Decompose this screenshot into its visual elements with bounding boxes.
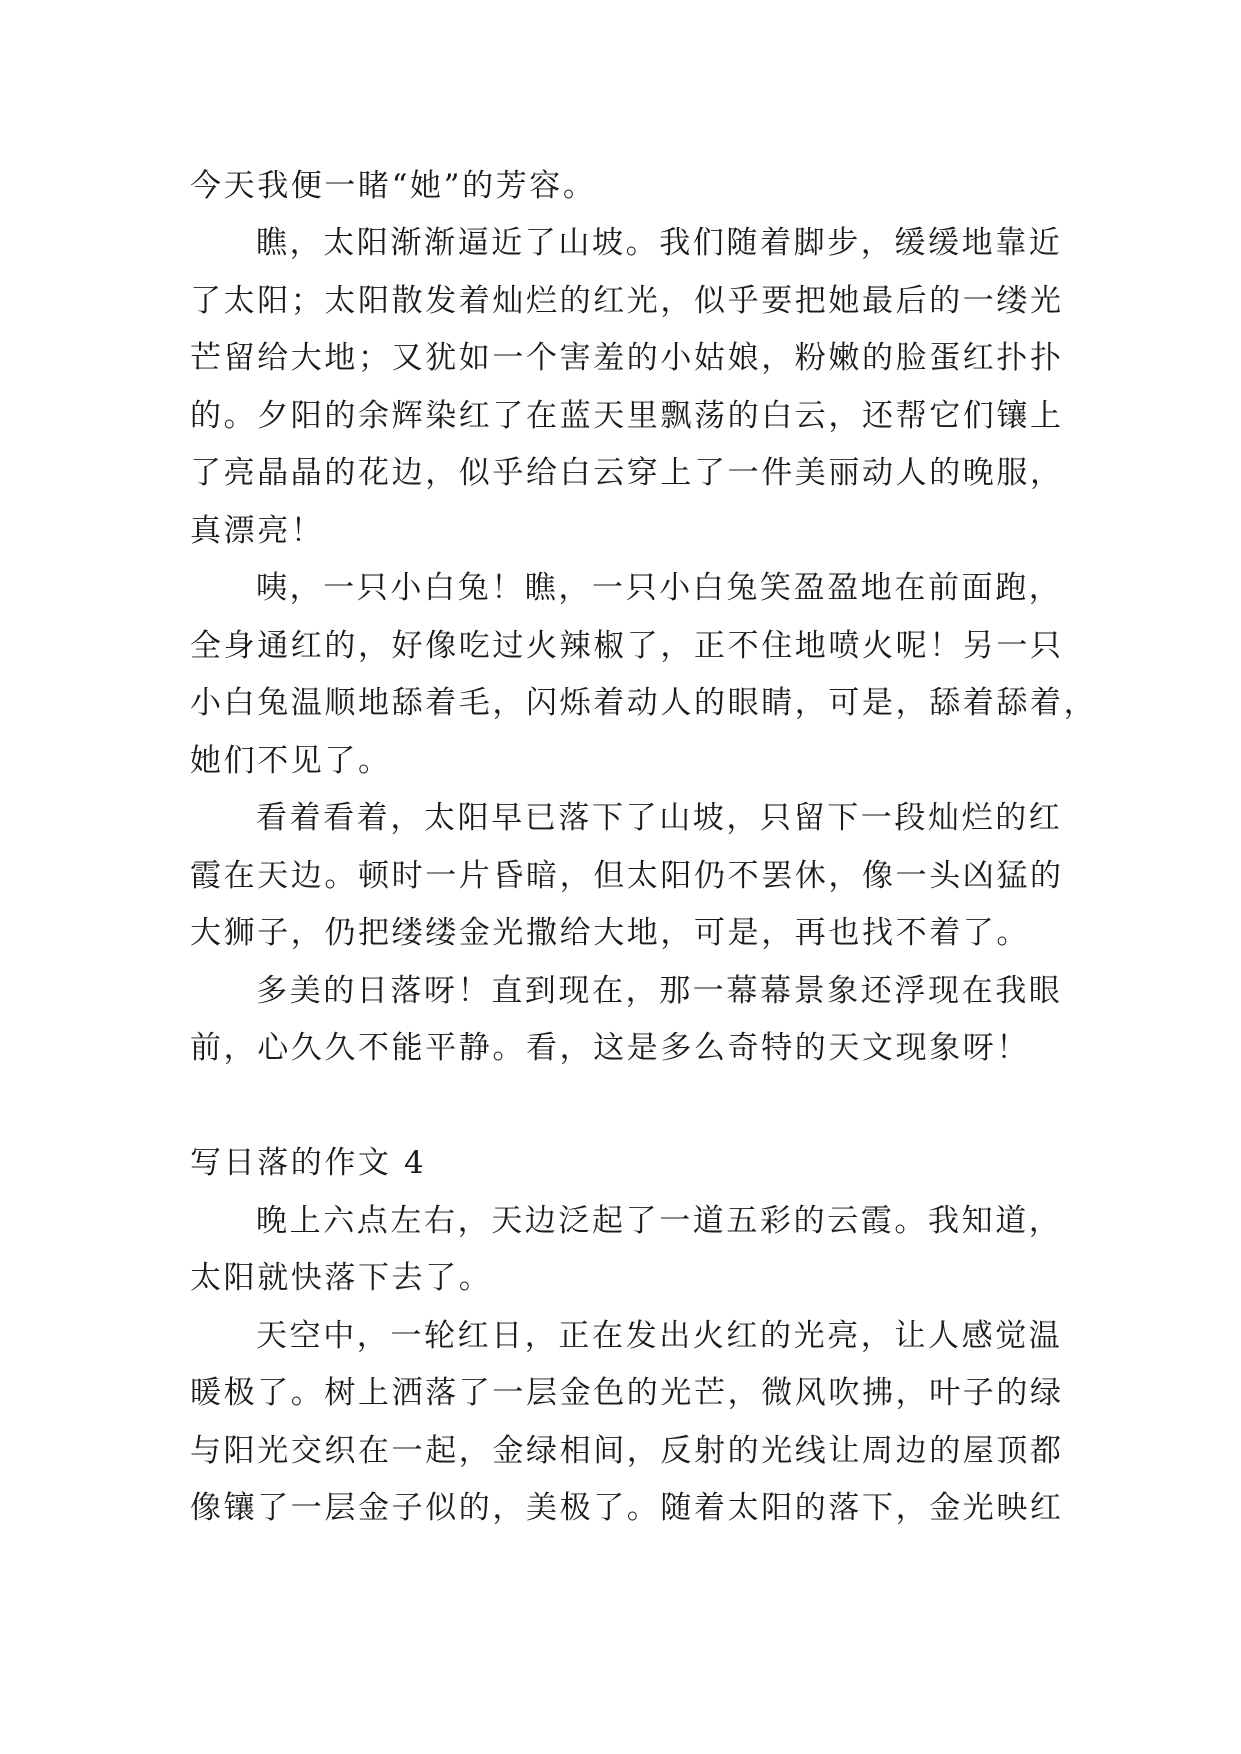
text-line: 今天我便一睹“她”的芳容。 [190, 168, 597, 204]
text-line: 芒留给大地；又犹如一个害羞的小姑娘，粉嫩的脸蛋红扑扑 [190, 340, 1064, 376]
text-line: 了太阳；太阳散发着灿烂的红光，似乎要把她最后的一缕光 [190, 283, 1064, 319]
text-line: 小白兔温顺地舔着毛，闪烁着动人的眼睛，可是，舔着舔着， [190, 685, 1098, 721]
text-line: 太阳就快落下去了。 [190, 1260, 493, 1296]
section-heading: 写日落的作文 4 [190, 1145, 427, 1181]
text-line: 全身通红的，好像吃过火辣椒了，正不住地喷火呢！另一只 [190, 628, 1064, 664]
text-line: 了亮晶晶的花边，似乎给白云穿上了一件美丽动人的晚服， [190, 455, 1064, 491]
paragraph-first-line: 多美的日落呀！直到现在，那一幕幕景象还浮现在我眼 [256, 973, 1063, 1009]
paragraph-first-line: 看着看着，太阳早已落下了山坡，只留下一段灿烂的红 [256, 800, 1063, 836]
paragraph-first-line: 天空中，一轮红日，正在发出火红的光亮，让人感觉温 [256, 1318, 1063, 1354]
text-line: 像镶了一层金子似的，美极了。随着太阳的落下，金光映红 [190, 1490, 1064, 1526]
paragraph-first-line: 咦，一只小白兔！瞧，一只小白兔笑盈盈地在前面跑， [256, 570, 1063, 606]
text-line: 霞在天边。顿时一片昏暗，但太阳仍不罢休，像一头凶猛的 [190, 858, 1064, 894]
text-line: 大狮子，仍把缕缕金光撒给大地，可是，再也找不着了。 [190, 915, 1030, 951]
text-line: 与阳光交织在一起，金绿相间，反射的光线让周边的屋顶都 [190, 1433, 1064, 1469]
text-line: 的。夕阳的余辉染红了在蓝天里飘荡的白云，还帮它们镶上 [190, 398, 1064, 434]
text-line: 真漂亮！ [190, 513, 325, 549]
text-line: 前，心久久不能平静。看，这是多么奇特的天文现象呀！ [190, 1030, 1030, 1066]
text-line: 暖极了。树上洒落了一层金色的光芒，微风吹拂，叶子的绿 [190, 1375, 1064, 1411]
paragraph-first-line: 瞧，太阳渐渐逼近了山坡。我们随着脚步，缓缓地靠近 [256, 225, 1063, 261]
text-line: 她们不见了。 [190, 743, 392, 779]
paragraph-first-line: 晚上六点左右，天边泛起了一道五彩的云霞。我知道， [256, 1203, 1063, 1239]
